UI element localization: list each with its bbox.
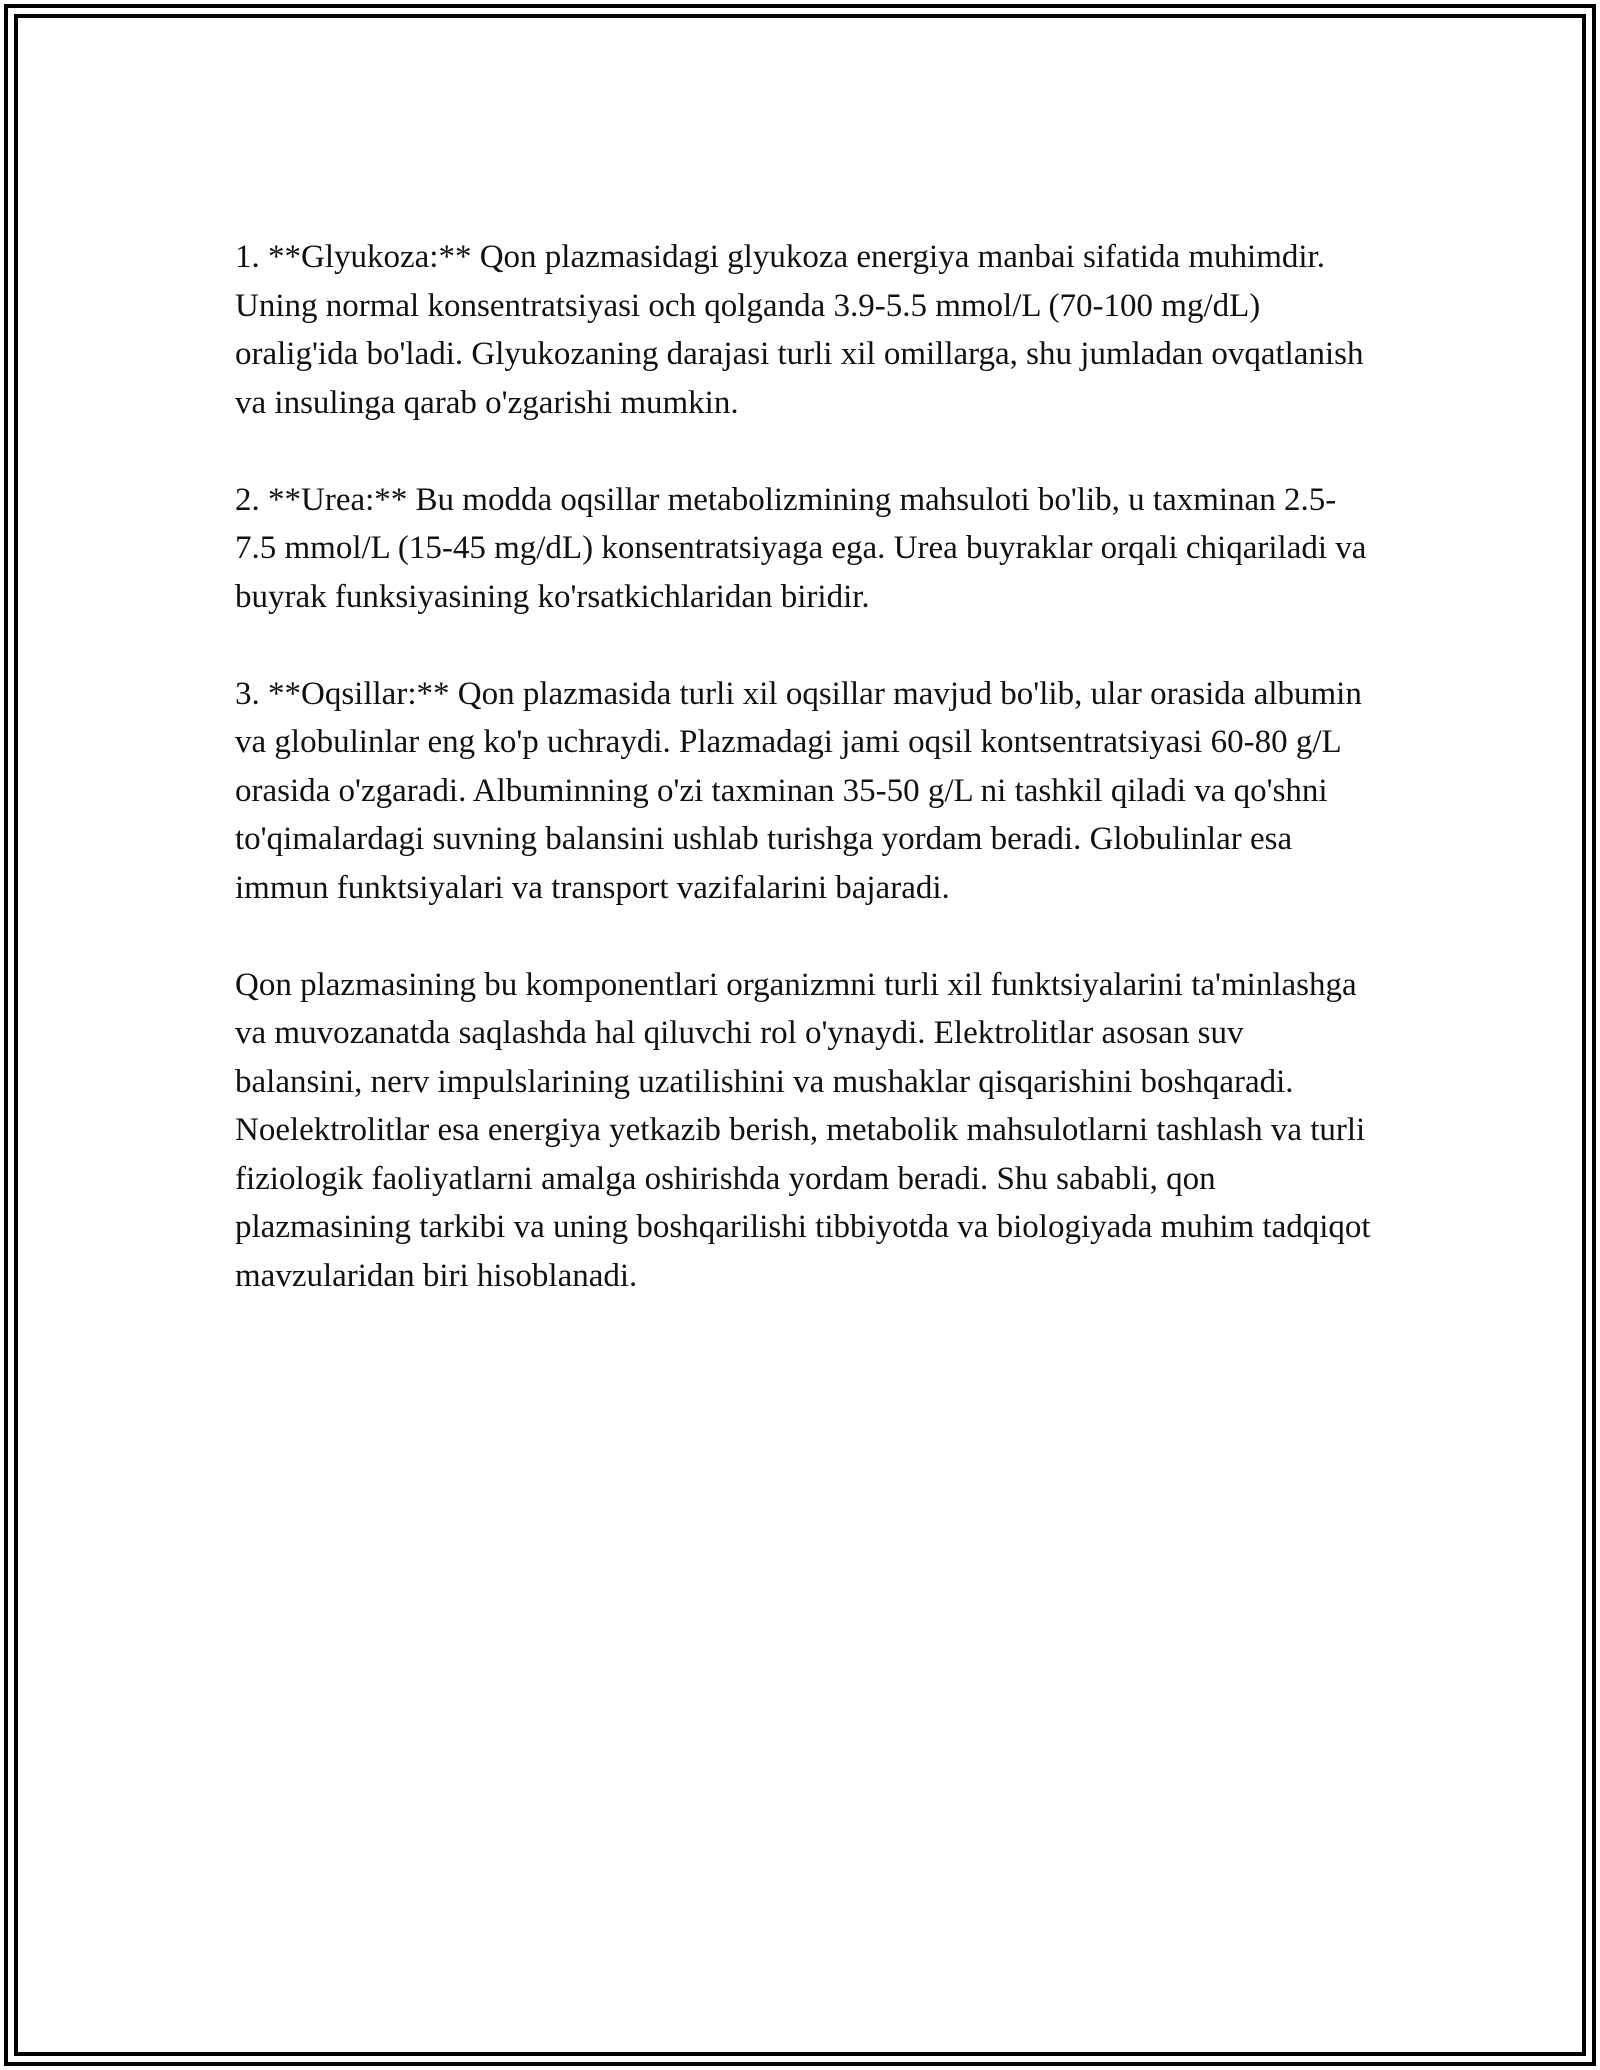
paragraph-glyukoza: 1. **Glyukoza:** Qon plazmasidagi glyukoza energiya manbai sifatida muhimdir. Uning normal konsentratsiyasi och qolganda 3.9-5.5 mmol/L (70-100 mg/dL) oralig'ida bo'ladi. Glyukozaning darajasi turli xil omillarga, shu jumladan ovqatlanish va insulinga qarab o'zgarishi mumkin. bbox=[235, 239, 1364, 421]
paragraph-oqsillar: 3. **Oqsillar:** Qon plazmasida turli xil oqsillar mavjud bo'lib, ular orasida albumin va globulinlar eng ko'p uchraydi. Plazmadagi jami oqsil kontsentratsiyasi 60-80 g/L orasida o'zgaradi. Albuminning o'zi taxminan 35-50 g/L ni tashkil qiladi va qo'shni to'qimalardagi suvning balansini ushlab turishga yordam beradi. Globulinlar esa immun funktsiyalari va transport vazifalarini bajaradi. bbox=[235, 675, 1362, 906]
paragraph-summary: Qon plazmasining bu komponentlari organizmni turli xil funktsiyalarini ta'minlashga va muvozanatda saqlashda hal qiluvchi rol o'ynaydi. Elektrolitlar asosan suv balansini, nerv impulslarining uzatilishini va mushaklar qisqarishini boshqaradi. Noelektrolitlar esa energiya yetkazib berish, metabolik mahsulotlarni tashlash va turli fiziologik faoliyatlarni amalga oshirishda yordam beradi. Shu sababli, qon plazmasining tarkibi va uning boshqarilishi tibbiyotda va biologiyada muhim tadqiqot mavzularidan biri hisoblanadi. bbox=[235, 966, 1371, 1294]
paragraph-urea: 2. **Urea:** Bu modda oqsillar metabolizmining mahsuloti bo'lib, u taxminan 2.5-7.5 mmol/L (15-45 mg/dL) konsentratsiyaga ega. Urea buyraklar orqali chiqariladi va buyrak funksiyasining ko'rsatkichlaridan biridir. bbox=[235, 481, 1367, 615]
document-body bbox=[235, 233, 1375, 1300]
